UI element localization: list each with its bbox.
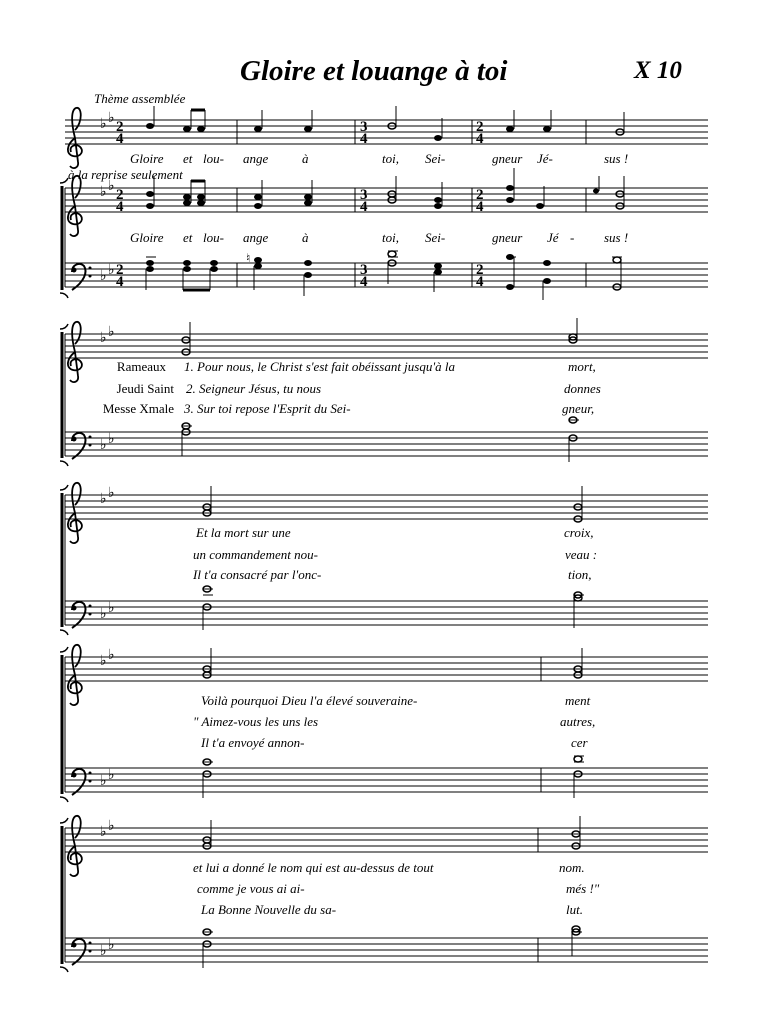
theme-label: Thème assemblée	[94, 91, 186, 106]
choir-lyric: à	[302, 230, 309, 245]
verse-text: et lui a donné le nom qui est au-dessus de tout	[193, 860, 434, 875]
verse-text: 1. Pour nous, le Christ s'est fait obéissant jusqu'à la	[184, 359, 455, 374]
verse-text: Il t'a consacré par l'onc-	[193, 567, 322, 582]
svg-text:2: 2	[116, 187, 124, 203]
svg-text:♭: ♭	[100, 438, 107, 453]
choir-lyric: -	[570, 230, 575, 245]
svg-text:4: 4	[116, 199, 124, 215]
svg-text:♭: ♭	[100, 654, 107, 669]
svg-text:3: 3	[360, 187, 368, 203]
system-1	[60, 106, 708, 300]
svg-text:♭: ♭	[100, 944, 107, 959]
page-title: Gloire et louange à toi	[240, 55, 508, 87]
svg-text:♭: ♭	[108, 648, 115, 663]
svg-text:♭: ♭	[108, 819, 115, 834]
verse-text: " Aimez-vous les uns les	[193, 714, 319, 729]
verse-text: ment	[565, 693, 591, 708]
svg-text:4: 4	[476, 131, 484, 147]
svg-text:4: 4	[360, 199, 368, 215]
svg-text:2: 2	[116, 119, 124, 135]
choir-lyric: ange	[243, 230, 269, 245]
choir-bass-staff	[65, 251, 708, 300]
occasion-label: Jeudi Saint	[116, 381, 174, 396]
verse-text: La Bonne Nouvelle du sa-	[201, 902, 337, 917]
melody-lyric: toi,	[382, 151, 399, 166]
svg-text:♭: ♭	[108, 111, 115, 126]
verse-text: lut.	[566, 902, 583, 917]
choir-lyric: et	[183, 230, 193, 245]
verse-text: 3. Sur toi repose l'Esprit du Sei-	[184, 401, 351, 416]
reprise-label: à la reprise seulement	[68, 167, 183, 182]
choir-lyric: Sei-	[425, 230, 446, 245]
svg-text:2: 2	[476, 187, 484, 203]
svg-text:♭: ♭	[108, 432, 115, 447]
verse-text: 2. Seigneur Jésus, tu nous	[186, 381, 322, 396]
verse-text: Et la mort sur une	[196, 525, 291, 540]
melody-lyric: Gloire	[130, 151, 164, 166]
choir-lyric: Jé	[547, 230, 559, 245]
verse-text: croix,	[564, 525, 594, 540]
svg-text:♭: ♭	[100, 185, 107, 200]
verse-text: veau :	[565, 547, 598, 562]
melody-lyric: et	[183, 151, 193, 166]
system-3	[60, 483, 708, 635]
choir-lyric: sus !	[604, 230, 629, 245]
verse-text: mort,	[568, 359, 596, 374]
svg-text:♭: ♭	[108, 179, 115, 194]
svg-text:3: 3	[360, 262, 368, 278]
choir-lyric: Gloire	[130, 230, 164, 245]
occasion-label: Rameaux	[116, 359, 166, 374]
svg-text:♭: ♭	[108, 263, 115, 278]
svg-text:♭: ♭	[108, 938, 115, 953]
svg-text:3: 3	[360, 119, 368, 135]
occasion-label: Messe Xmale	[102, 401, 174, 416]
system-4	[60, 645, 708, 802]
verse-text: un commandement nou-	[193, 547, 318, 562]
melody-lyric: Jé-	[537, 151, 553, 166]
svg-text:2: 2	[116, 262, 124, 278]
verse-text: cer	[571, 735, 588, 750]
svg-text:♭: ♭	[100, 331, 107, 346]
svg-text:♭: ♭	[100, 117, 107, 132]
svg-text:4: 4	[360, 274, 368, 290]
verse-text: Voilà pourquoi Dieu l'a élevé souveraine-	[201, 693, 418, 708]
svg-text:4: 4	[476, 199, 484, 215]
svg-text:♭: ♭	[108, 601, 115, 616]
svg-text:♭: ♭	[100, 269, 107, 284]
melody-lyric: lou-	[203, 151, 224, 166]
melody-lyric: ange	[243, 151, 269, 166]
svg-text:2: 2	[476, 119, 484, 135]
svg-text:♭: ♭	[108, 486, 115, 501]
svg-text:♭: ♭	[100, 825, 107, 840]
svg-text:4: 4	[116, 131, 124, 147]
verse-text: autres,	[560, 714, 596, 729]
choir-lyric: lou-	[203, 230, 224, 245]
verse-text: Il t'a envoyé annon-	[201, 735, 305, 750]
melody-lyric: à	[302, 151, 309, 166]
verse-text: gneur,	[562, 401, 595, 416]
choir-lyric: toi,	[382, 230, 399, 245]
svg-text:4: 4	[476, 274, 484, 290]
svg-text:2: 2	[476, 262, 484, 278]
melody-lyric: gneur	[492, 151, 523, 166]
system-5	[60, 816, 708, 972]
svg-text:♭: ♭	[108, 325, 115, 340]
verse-text: nom.	[559, 860, 585, 875]
verse-text: donnes	[564, 381, 601, 396]
svg-text:♭: ♭	[100, 774, 107, 789]
verse-text: més !"	[566, 881, 600, 896]
svg-text:4: 4	[360, 131, 368, 147]
svg-text:♮: ♮	[246, 251, 251, 265]
song-code: X 10	[634, 57, 682, 84]
melody-lyric: sus !	[604, 151, 629, 166]
melody-lyric: Sei-	[425, 151, 446, 166]
svg-text:♭: ♭	[108, 768, 115, 783]
verse-text: tion,	[568, 567, 592, 582]
verse-text: comme je vous ai ai-	[197, 881, 305, 896]
svg-text:♭: ♭	[100, 492, 107, 507]
choir-lyric: gneur	[492, 230, 523, 245]
svg-text:♭: ♭	[100, 607, 107, 622]
svg-text:4: 4	[116, 274, 124, 290]
